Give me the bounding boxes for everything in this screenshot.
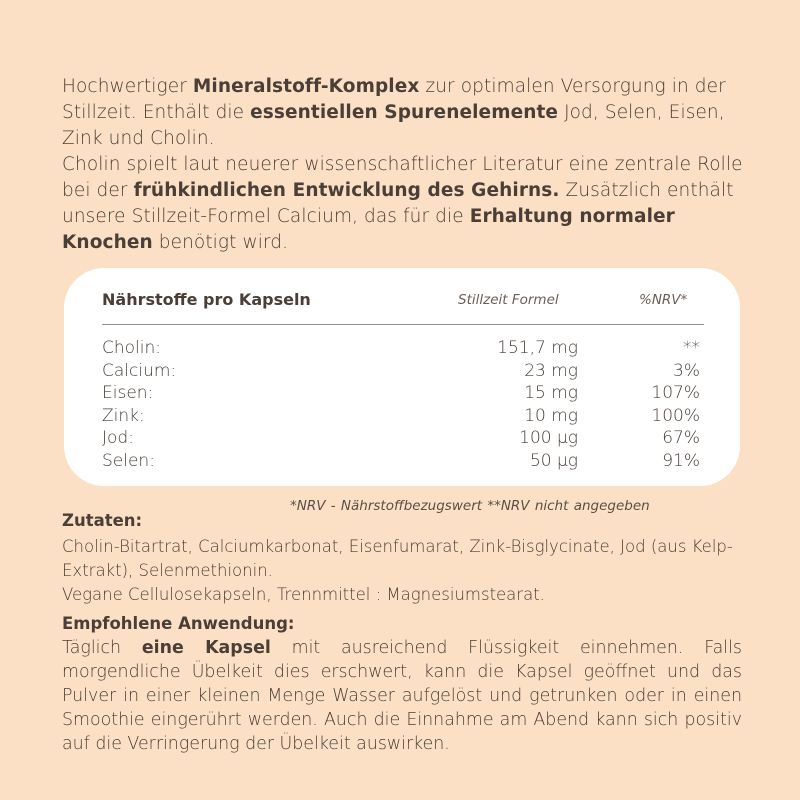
usage-text — [62, 636, 742, 756]
table-header-nutrients: Nährstoffe pro Kapseln — [102, 290, 311, 309]
highlight-mineral-complex: Mineralstoff-Komplex — [192, 76, 420, 97]
highlight-bones: Erhaltung normaler Knochen — [62, 206, 675, 253]
nutrient-name: Zink: — [102, 405, 145, 426]
nutrient-amount: 15 mg — [524, 383, 578, 403]
nutrient-nrv: 100% — [651, 405, 700, 426]
product-description — [62, 74, 752, 256]
text: Jod, Selen, Eisen, Zink und Cholin. — [62, 102, 725, 149]
nutrient-name: Selen: — [102, 450, 155, 471]
ingredients-line: Vegane Cellulosekapseln, Trennmittel : Magnesiumstearat. — [62, 585, 545, 604]
nutrient-amount: 10 mg — [524, 405, 578, 426]
table-header-nrv: %NRV* — [639, 292, 688, 308]
text: Hochwertiger — [62, 76, 193, 97]
ingredients-text — [62, 535, 752, 607]
nutrient-name: Calcium: — [102, 360, 177, 381]
ingredients-line: Cholin-Bitartrat, Calciumkarbonat, Eisenfumarat, Zink-Bisglycinate, Jod (aus Kelp-Extrakt), Selenmethionin. — [62, 537, 733, 580]
nutrient-nrv: 91% — [662, 450, 700, 471]
table-divider — [102, 324, 704, 325]
nutrient-nrv: 67% — [662, 428, 700, 448]
nutrient-name: Eisen: — [102, 383, 154, 403]
nrv-footnote: *NRV - Nährstoffbezugswert **NRV nicht angegeben — [290, 498, 650, 514]
nutrient-nrv: 3% — [673, 360, 700, 381]
text: Täglich — [62, 638, 142, 658]
table-row — [64, 383, 740, 406]
nutrient-amount: 151,7 mg — [497, 338, 578, 358]
table-row — [64, 451, 740, 474]
text: Cholin spielt laut neuerer wissenschaftlicher Literatur eine zentrale Rolle bei der — [62, 154, 743, 201]
ingredients-heading: Zutaten: — [62, 511, 143, 530]
highlight-trace-elements: essentiellen Spurenelemente — [250, 102, 559, 123]
usage-heading: Empfohlene Anwendung: — [62, 614, 295, 633]
nutrient-amount: 50 µg — [529, 450, 578, 471]
table-row — [64, 361, 740, 384]
nutrient-nrv: ** — [683, 338, 700, 358]
text: benötigt wird. — [152, 232, 289, 253]
nutrient-nrv: 107% — [651, 383, 700, 403]
text: Zusätzlich enthält unsere Stillzeit-Formel Calcium, das für die — [62, 180, 734, 227]
text: zur optimalen Versorgung in der Stillzeit. Enthält die — [62, 76, 726, 123]
description-paragraph-1 — [62, 74, 752, 152]
table-row — [64, 406, 740, 429]
nutrient-amount: 100 µg — [519, 428, 578, 448]
highlight-brain-development: frühkindlichen Entwicklung des Gehirns. — [133, 180, 560, 201]
description-paragraph-2 — [62, 152, 752, 256]
highlight-one-capsule: eine Kapsel — [141, 638, 271, 658]
table-row — [64, 428, 740, 451]
nutrient-name: Jod: — [102, 428, 134, 448]
nutrition-table-card — [64, 268, 740, 486]
table-header-formula: Stillzeit Formel — [458, 292, 559, 308]
table-row — [64, 338, 740, 361]
nutrient-name: Cholin: — [102, 338, 161, 358]
nutrient-amount: 23 mg — [524, 360, 578, 381]
nutrition-rows — [64, 338, 740, 473]
text: mit ausreichend Flüssigkeit einnehmen. Falls morgendliche Übelkeit dies erschwert, kann die Kapsel geöffnet und das Pulver in einer kleinen Menge Wasser aufgelöst und getrunken oder in einen Smoothie eingerührt werden. Auch die Einnahme am Abend kann sich positiv auf die Verringerung der Übelkeit auswirken. — [62, 638, 742, 754]
